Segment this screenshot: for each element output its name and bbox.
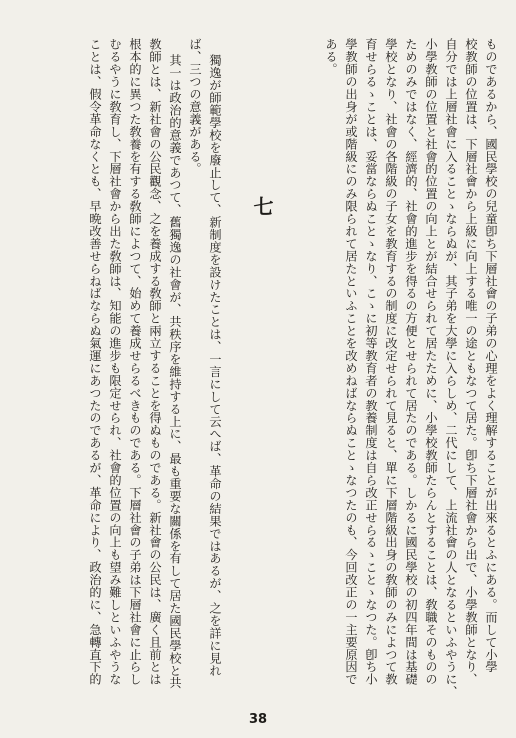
section-heading: 七 (250, 196, 274, 216)
text-column: 教師とは、新社會の公民觀念、之を養成する敎師と兩立することを得ぬものである。新社會の公民は、廣く且前とは (148, 38, 162, 686)
text-column: 學教師の出身が或階級にのみ限られて居たといふことを改めねばならぬことゝなつたのも、今回改正の一主要原因で (344, 38, 358, 686)
vertical-text-area (18, 38, 502, 698)
text-column: ある。 (324, 38, 338, 76)
text-column: むるやうに敎育し、下層社會から出た敎師は、知能の進步も限定せられ、社會的位置の向上も望み難しといふやうな (108, 38, 122, 686)
text-column: ものであるから、國民學校の兒童卽ち下層社會の子弟の心理をよく理解することが出來るとふにある。而して小學 (484, 38, 498, 673)
text-column: 小學教師の位置と社會的位置の向上とが結合せられて居たために、小學校教師たらんとすることは、敎職そのものの (424, 38, 438, 686)
text-column: 校教師の位置は、下層社會から上級に向上する唯一の途ともなつて居た。卽ち下層社會から出で、小學教師となり、 (464, 38, 478, 686)
text-column: 自分では上層社會に入ることゝならぬが、其子弟を大學に入らしめ、二代にして、上流社會の人となるといふやうに、 (444, 38, 458, 698)
page-number: 38 (248, 712, 268, 727)
text-column: ためのみではなく、經濟的、社會的進步を得るの方便とせられて居たのである。しかるに國民學校の初四年間は基礎 (404, 38, 418, 686)
text-column: 學校となり、社會の各階級の子女を教育するの制度に改定せられて見ると、單に下層階級出身の敎師のみによつて教 (384, 38, 398, 686)
text-column: ば、三つの意義がある。 (188, 38, 202, 175)
text-column: 其一は政治的意義であつて、舊獨逸の社會が、共秩序を維持する上に、最も重要な關係を有して居た國民學校と共 (168, 54, 182, 689)
text-column: 獨逸が師範學校を廢止して、新制度を設けたことは、一言にして云へば、革命の結果ではあるが、之を詳に見れ (208, 54, 222, 677)
text-column: ことは、假令革命なくとも、早晩改善せらねばならぬ氣運にあつたのであるが、革命により、政治的に、急轉直下的 (88, 38, 102, 686)
text-column: 育せらるゝことは、妥當ならぬことゝなり、こゝに初等教育者の教養制度は自ら改正せらるゝことゝなつた。卽ち小 (364, 38, 378, 686)
text-column: 根本的に異つた敎養を有する敎師によつて、始めて養成せらるべきものである。下層社會の子弟は下層社會に止らし (128, 38, 142, 686)
